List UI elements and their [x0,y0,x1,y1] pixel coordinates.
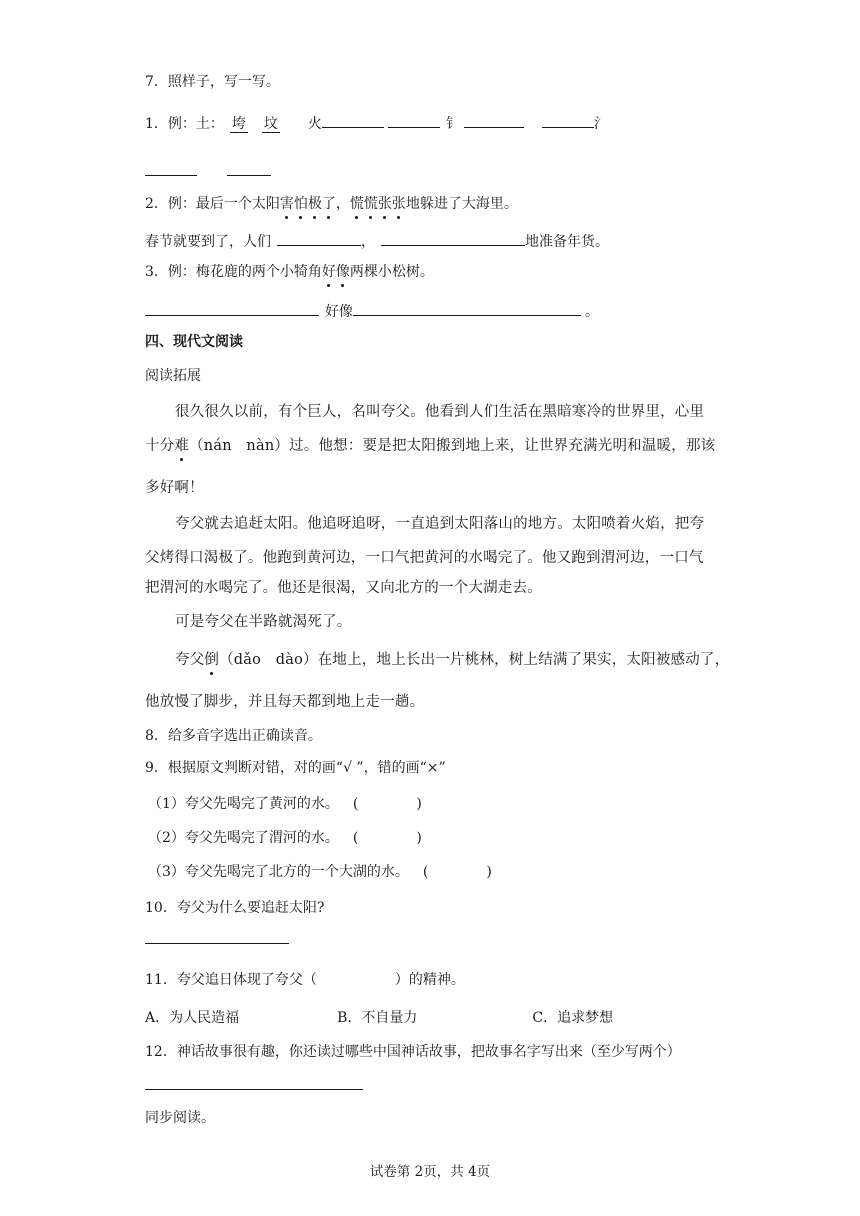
section-subheading: 阅读拓展 [145,368,201,384]
q7-p3-blank-2[interactable] [353,300,581,316]
q7-p1-blank-4[interactable] [542,112,594,128]
dotted-char: 了 [321,196,336,212]
q10-title: 10．夸父为什么要追赶太阳? [145,900,325,916]
q7-p1-example2: 坟 [263,116,278,132]
next-section-label: 同步阅读。 [145,1110,215,1126]
q9-title: 9．根据原文判断对错，对的画“√ ”，错的画“×” [145,760,446,776]
q7-p1-label: 1．例：土： [145,116,224,132]
period: 。 [585,304,599,320]
q11-title [145,970,465,990]
q11-text: 11．夸父追日体现了夸父（ [145,972,317,988]
q8-title: 8．给多音字选出正确读音。 [145,728,322,744]
dotted-char: 害 [279,196,294,212]
passage-text: （dǎo dào）在地上，地上长出一片桃林，树上结满了果实，太阳被感动了， [219,652,730,668]
q7-p1-blank-1[interactable] [322,112,384,128]
q7-p2-label: 2．例：最后一个太阳 [145,196,280,212]
q7-p3-tail: 两棵小松树。 [349,264,434,280]
q11-options [145,1008,613,1028]
passage-text: 十分 [145,438,175,454]
q7-p2-blank-2[interactable] [381,230,525,246]
dotted-char: 怕 [293,196,308,212]
dotted-char: 慌 [349,196,364,212]
q11-option-b[interactable]: B．不自量力 [337,1010,418,1026]
passage-line: 很久很久以前，有个巨人，名叫夸父。他看到人们生活在黑暗寒冷的世界里，心里 [175,404,705,420]
dotted-char: 极 [307,196,322,212]
answer-paren-close[interactable]: ) [486,864,492,880]
answer-paren-close[interactable]: ) [416,796,422,812]
dotted-char: 倒 [204,652,220,668]
passage-line: 父烤得口渴极了。他跑到黄河边，一口气把黄河的水喝完了。他又跑到渭河边，一口气 [145,550,704,566]
q10-blank[interactable] [145,928,289,944]
q11-option-c[interactable]: C．追求梦想 [532,1010,614,1026]
passage-line [175,650,729,670]
q10-answer-line [145,928,289,950]
q9-item-text: （3）夸父先喝完了北方的一个大湖的水。 [148,864,409,880]
q7-part1-continued [145,160,271,182]
dotted-char: 难 [174,438,190,454]
q7-p1-blank-2[interactable] [388,112,440,128]
dotted-char: 慌 [363,196,378,212]
answer-paren-open[interactable]: ( [422,864,429,880]
q7-part2-example [145,194,518,214]
q7-p1-example1: 垮 [231,116,246,132]
passage-line: 可是夸父在半路就渴死了。 [175,614,352,630]
q7-p3-label: 3．例：梅花鹿的两个小犄角 [145,264,322,280]
q7-part3-example [145,262,434,282]
q12-title: 12．神话故事很有趣，你还读过哪些中国神话故事，把故事名字写出来（至少写两个） [145,1044,681,1060]
q7-p2-fill-lead: 春节就要到了，人们 [145,234,271,250]
q12-blank[interactable] [145,1074,363,1090]
q9-item-text: （1）夸父先喝完了黄河的水。 [148,796,339,812]
section-heading: 四、现代文阅读 [145,334,243,350]
q7-title: 7．照样子，写一写。 [145,74,280,90]
q7-p1-blank-3[interactable] [464,112,524,128]
passage-text: （nán nàn）过。他想：要是把太阳搬到地上来，让世界充满光明和温暖，那该 [189,438,716,454]
q7-p2-fill-tail: 地准备年货。 [525,234,609,250]
dotted-char: 好 [321,264,336,280]
q11-option-a[interactable]: A．为人民造福 [145,1010,240,1026]
q7-p1-radical-metal: 钅 [445,116,460,132]
dotted-char: 张 [377,196,392,212]
q7-part1 [145,112,608,134]
passage-line: 多好啊！ [145,480,204,496]
q7-p1-blank-6[interactable] [227,160,271,176]
dotted-char: 张 [391,196,406,212]
q9-item-text: （2）夸父先喝完了渭河的水。 [148,830,339,846]
q7-p3-blank-1[interactable] [145,300,319,316]
q7-p1-blank-5[interactable] [145,160,197,176]
passage-line [145,436,715,456]
answer-paren-open[interactable]: ( [352,830,359,846]
q11-text: ）的精神。 [394,972,465,988]
answer-paren-close[interactable]: ) [416,830,422,846]
q9-item-1 [148,794,422,814]
q7-p3-connector: 好像 [325,304,353,320]
q12-answer-line [145,1074,363,1096]
dotted-char: 像 [335,264,350,280]
passage-line: 他放慢了脚步，并且每天都到地上走一趟。 [145,694,425,710]
answer-paren-open[interactable]: ( [352,796,359,812]
q7-p1-radical-fire: 火 [307,116,322,132]
q9-item-2 [148,828,422,848]
q7-part2-fill [145,230,609,252]
q7-p1-radical-water: 氵 [593,116,608,132]
q7-part3-fill [145,300,599,322]
q7-p2-blank-1[interactable] [277,230,361,246]
page-footer: 试卷第 2页，共 4页 [369,1164,491,1180]
passage-text: 夸父 [175,652,205,668]
passage-line: 夸父就去追赶太阳。他追呀追呀，一直追到太阳落山的地方。太阳喷着火焰，把夸 [175,516,705,532]
q7-p2-tail: 地躲进了大海里。 [405,196,518,212]
comma: ， [335,196,350,212]
passage-line: 把渭河的水喝完了。他还是很渴，又向北方的一个大湖走去。 [145,580,542,596]
q9-item-3 [148,862,492,882]
comma: ， [361,234,375,250]
